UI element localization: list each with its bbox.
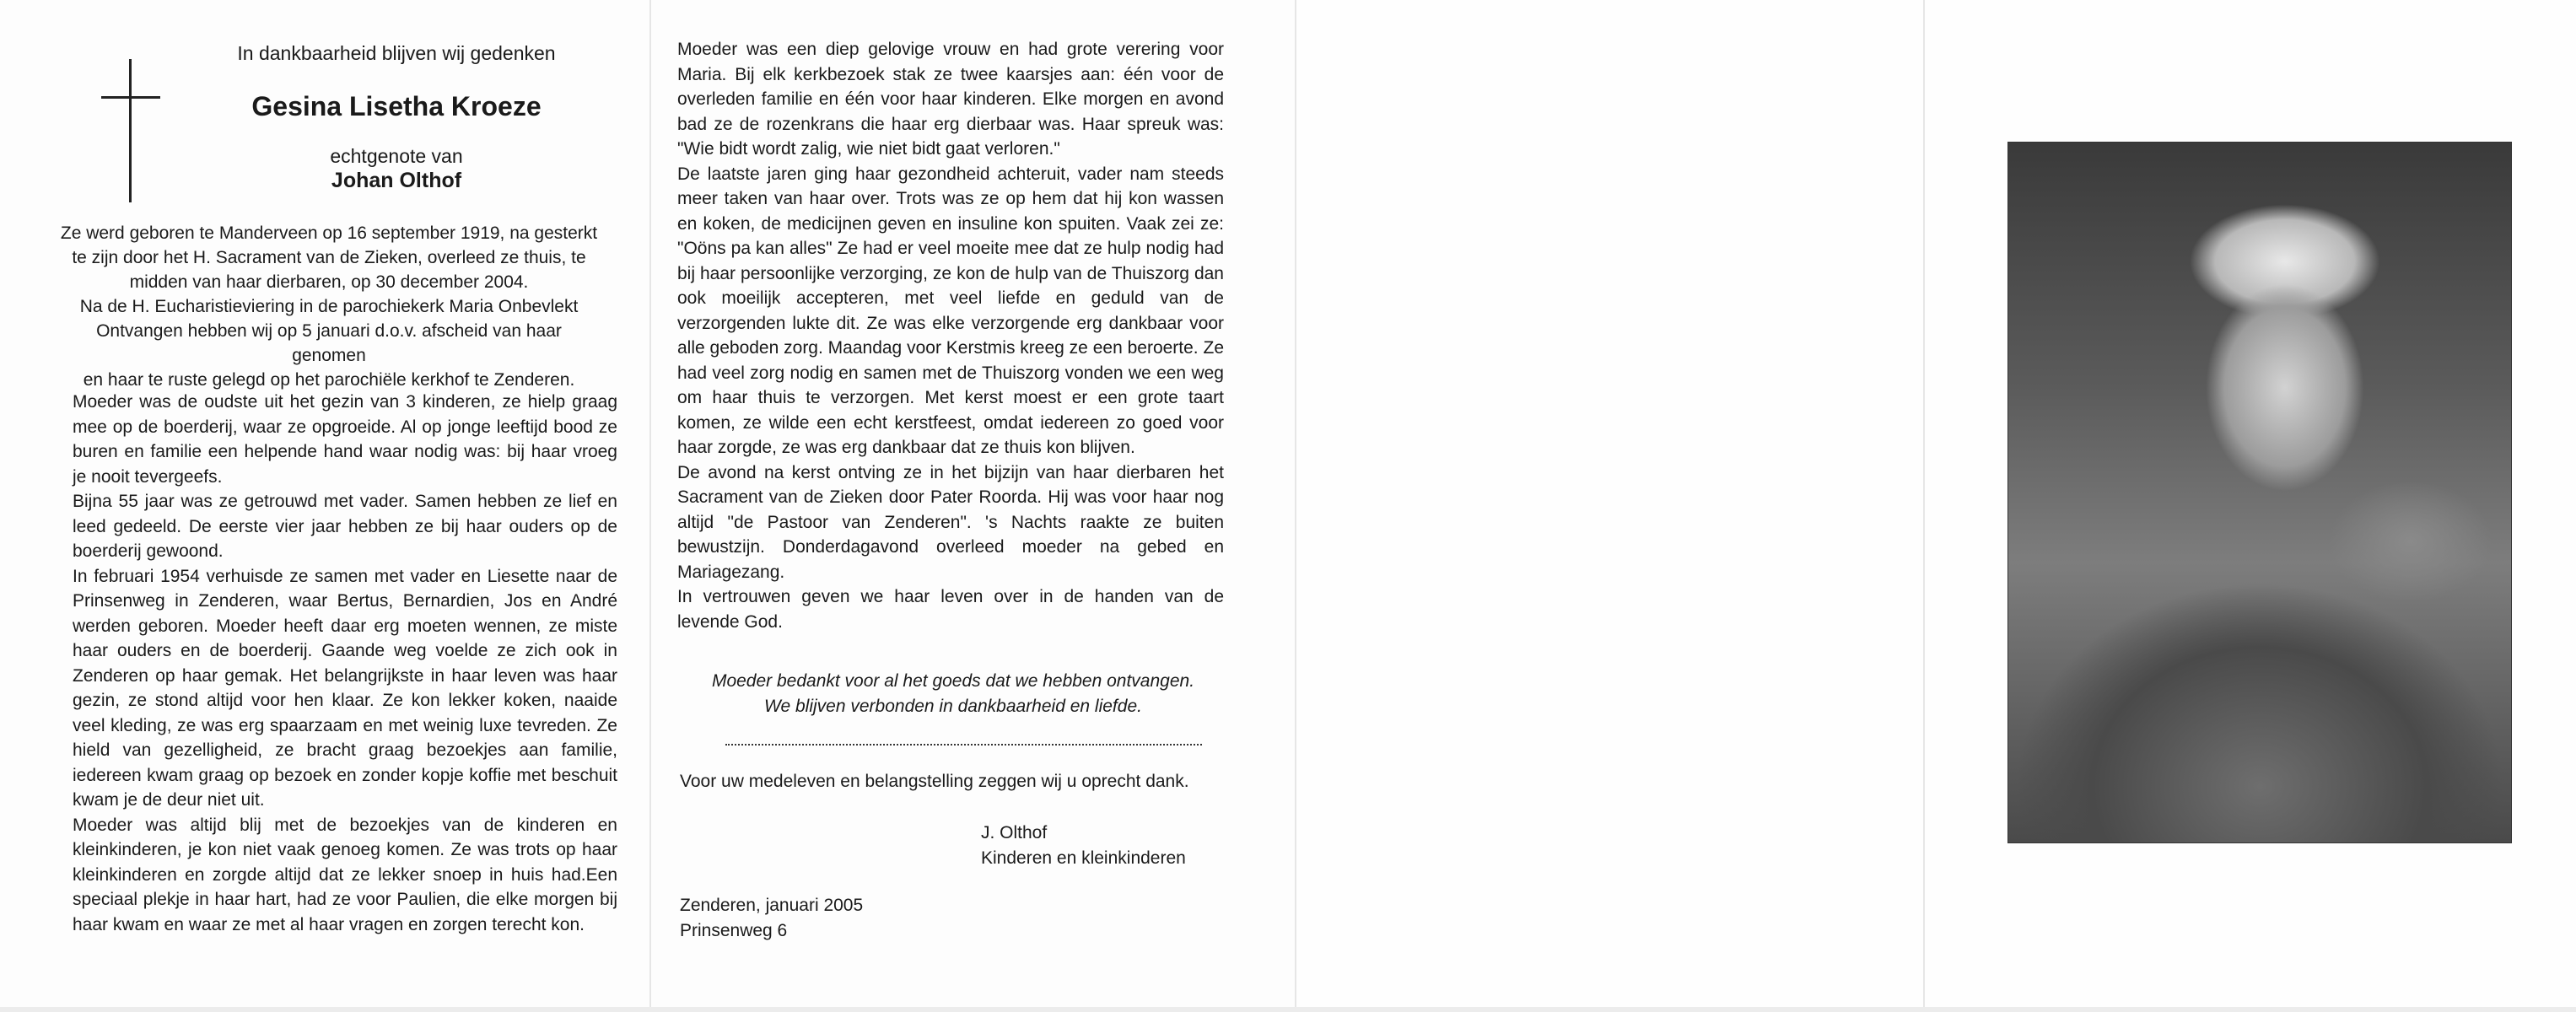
paragraph: De avond na kerst ontving ze in het bijzijn van haar dierbaren het Sacrament van de Zieken door Pater Roorda. Hij was voor haar nog altijd "de Pastoor van Zenderen". 's Nachts raakte ze buiten bewustzijn. Donderdagavond overleed moeder na gebed en Mariagezang. [677, 462, 1224, 582]
place-date-line: Zenderen, januari 2005 [680, 896, 864, 915]
address-line: Prinsenweg 6 [680, 921, 788, 940]
fold-line [649, 0, 651, 1012]
life-story [73, 390, 617, 937]
card-panel-blank [1295, 0, 1923, 1012]
signature-family: Kinderen en kleinkinderen [981, 848, 1186, 868]
paragraph: In februari 1954 verhuisde ze samen met vader en Liesette naar de Prinsenweg in Zenderen, waar Bertus, Bernardien, Jos en André werden geboren. Moeder heeft daar erg moeten wennen, ze miste haar ouders en de boerderij. Gaande weg voelde ze zich ook in Zenderen op haar gemak. Het belangrijkste in haar leven was haar gezin, ze stond altijd voor hen klaar. Ze kon lekker koken, naaide veel kleding, ze was erg spaarzaam en met weinig luxe tevreden. Ze hield van gezelligheid, ze bracht graag bezoekjes aan familie, iedereen kwam graag op bezoek en zonder kopje koffie met beschuit kwam je de deur niet uit. [73, 566, 617, 810]
spouse-label: echtgenote van [330, 145, 463, 167]
signature [981, 821, 1186, 871]
paragraph: Moeder was een diep gelovige vrouw en had grote verering voor Maria. Bij elk kerkbezoek stak ze twee kaarsjes aan: één voor de overleden familie en één voor haar kinderen. Elke morgen en avond bad ze de rozenkrans die haar erg dierbaar was. Haar spreuk was: "Wie bidt wordt zalig, wie niet bidt gaat verloren." [677, 40, 1224, 159]
text-line: Na de H. Eucharistieviering in de parochiekerk Maria Onbevlekt [79, 297, 579, 316]
text-line: Ze werd geboren te Manderveen op 16 september 1919, na gesterkt [60, 223, 598, 243]
dotted-divider [725, 744, 1202, 746]
paragraph: Bijna 55 jaar was ze getrouwd met vader. Samen hebben ze lief en leed gedeeld. De eerste vier jaar hebben ze bij haar ouders op de boerderij gewoond. [73, 492, 617, 561]
text-line: midden van haar dierbaren, op 30 december 2004. [129, 272, 529, 292]
signature-name: J. Olthof [981, 823, 1048, 842]
intro-text: In dankbaarheid blijven wij gedenken [237, 42, 556, 64]
thanks-text [680, 669, 1226, 719]
paragraph: In vertrouwen geven we haar leven over in de handen van de levende God. [677, 587, 1224, 632]
text-line: Ontvangen hebben wij op 5 januari d.o.v. afscheid van haar genomen [96, 321, 562, 365]
text-line: en haar te ruste gelegd op het parochiële kerkhof te Zenderen. [83, 370, 575, 390]
fold-line [1295, 0, 1296, 1012]
paragraph: Moeder was altijd blij met de bezoekjes van de kinderen en kleinkinderen, je kon niet vaak genoeg komen. Ze was trots op haar kleinkinderen en zorgde altijd dat ze lekker snoep in huis had.Een speciaal plekje in haar hart, had ze voor Paulien, die elke morgen bij haar kwam en waar ze met al haar vragen en zorgen terecht kon. [73, 815, 617, 934]
spouse-name: Johan Olthof [331, 169, 462, 192]
place-date [680, 893, 863, 944]
text-line: te zijn door het H. Sacrament van de Zieken, overleed ze thuis, te [72, 248, 586, 267]
portrait-photo [2007, 142, 2512, 843]
paragraph: De laatste jaren ging haar gezondheid achteruit, vader nam steeds meer taken van haar over. Trots was ze op hem dat hij kon wassen en koken, de medicijnen geven en insuline kon spuiten. Vaak zei ze: "Oöns pa kan alles" Ze had er veel moeite mee dat ze hulp nodig had bij haar persoonlijke verzorging, ze kon de hulp van de Thuiszorg dan ook moeilijk accepteren, met veel liefde en geduld van de verzorgenden lukte dit. Ze was elke verzorgende erg dankbaar voor alle geboden zorg. Maandag voor Kerstmis kreeg ze een beroerte. Ze had veel zorg nodig en samen met de Thuiszorg vonden we een weg om haar thuis te verzorgen. Met kerst moest er een grote taart komen, ze wilde een echt kerstfeest, omdat iedereen zo goed voor haar zorgde, ze was erg dankbaar dat ze thuis kon blijven. [677, 164, 1224, 457]
birth-death-text [59, 221, 599, 392]
text-line: We blijven verbonden in dankbaarheid en liefde. [764, 697, 1142, 716]
text-line: Moeder bedankt voor al het goeds dat we hebben ontvangen. [711, 671, 1195, 691]
gratitude-text: Voor uw medeleven en belangstelling zeggen wij u oprecht dank. [680, 772, 1189, 791]
deceased-name: Gesina Lisetha Kroeze [251, 91, 542, 121]
card-edge-shadow [0, 1007, 2576, 1012]
paragraph: Moeder was de oudste uit het gezin van 3 kinderen, ze hielp graag mee op de boerderij, waar ze opgroeide. Al op jonge leeftijd bood ze buren en familie een helpende hand waar nodig was: bij haar vroeg je nooit tevergeefs. [73, 392, 617, 487]
fold-line [1923, 0, 1925, 1012]
faith-story [677, 37, 1224, 634]
